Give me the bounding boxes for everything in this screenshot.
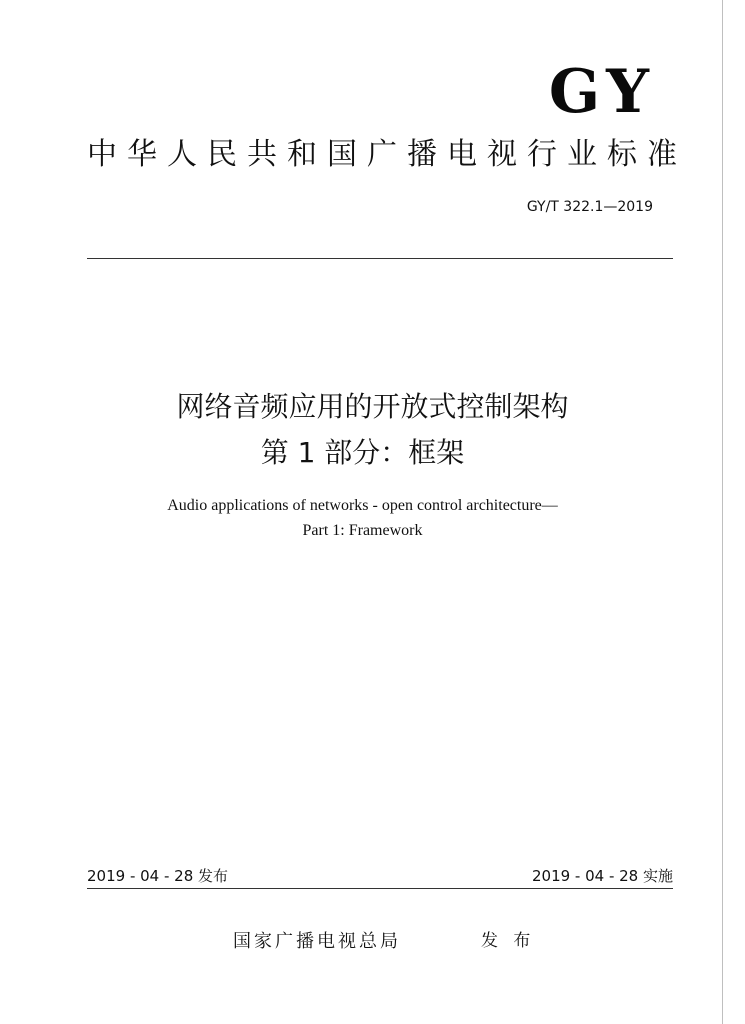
top-divider xyxy=(87,258,673,259)
document-title-cn-line1: 网络音频应用的开放式控制架构 xyxy=(176,390,569,423)
document-title-en-line2: Part 1: Framework xyxy=(302,522,423,539)
issuing-authority: 国家广播电视总局 xyxy=(233,931,401,952)
standard-category-title: 中华人民共和国广播电视行业标准 xyxy=(87,137,687,172)
document-title-en-line1: Audio applications of networks - open control architecture— xyxy=(167,497,558,514)
gy-logo: GY xyxy=(548,57,655,127)
issue-label: 发 布 xyxy=(481,931,536,951)
implement-date: 2019 - 04 - 28 实施 xyxy=(531,867,673,885)
publish-date: 2019 - 04 - 28 发布 xyxy=(87,867,229,885)
document-title-cn-line2: 第 1 部分：框架 xyxy=(260,436,465,469)
bottom-divider xyxy=(87,888,673,889)
standard-number: GY/T 322.1—2019 xyxy=(526,199,653,215)
